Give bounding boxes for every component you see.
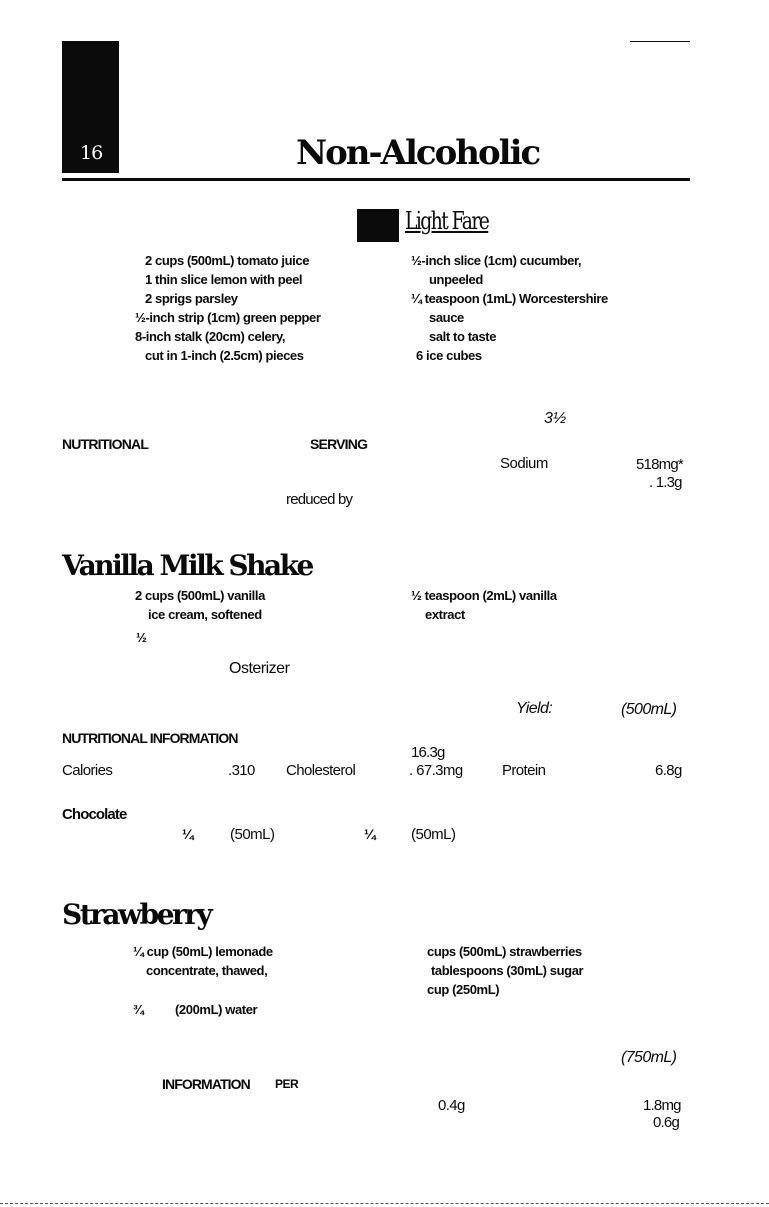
list-item: 2 cups (500mL) tomato juice: [145, 253, 310, 268]
page-bottom-edge: [0, 1203, 769, 1204]
list-item: extract: [425, 607, 465, 622]
nutrient-value: 1.8mg: [643, 1097, 681, 1114]
cholesterol-value: . 67.3mg: [409, 762, 463, 779]
list-item: ½-inch strip (1cm) green pepper: [135, 310, 321, 325]
serving-label: SERVING: [310, 436, 368, 452]
ingredient-list-right: [411, 586, 557, 624]
recipe-title: Vanilla Milk Shake: [62, 549, 312, 582]
protein-value: 6.8g: [655, 762, 682, 779]
list-item: sauce: [429, 310, 464, 325]
list-item: ice cream, softened: [148, 607, 262, 622]
variation-label: Chocolate: [62, 806, 127, 823]
nutrition-heading: INFORMATION: [162, 1076, 250, 1092]
list-item: salt to taste: [429, 329, 497, 344]
nutrient-value: 0.6g: [653, 1114, 679, 1131]
list-item: 1 thin slice lemon with peel: [145, 272, 303, 287]
list-item: cup (250mL): [427, 982, 500, 997]
amount: (50mL): [411, 826, 456, 843]
list-item: ½-inch slice (1cm) cucumber,: [411, 253, 582, 268]
list-item: cut in 1-inch (2.5cm) pieces: [145, 348, 304, 363]
yield-value: (750mL): [621, 1049, 677, 1066]
list-item: ¼ cup (50mL) lemonade: [133, 944, 273, 959]
list-item: unpeeled: [429, 272, 483, 287]
sodium-value: 518mg*: [636, 456, 683, 473]
amount: (50mL): [230, 826, 275, 843]
ingredient-list-right: [411, 251, 608, 365]
chapter-title: Non-Alcoholic: [296, 133, 540, 173]
sodium-label: Sodium: [500, 455, 548, 472]
ingredient-list-right: [427, 942, 583, 999]
page-number: 16: [80, 142, 103, 164]
list-item: ¼ teaspoon (1mL) Worcestershire: [411, 291, 608, 306]
list-item: 2 sprigs parsley: [145, 291, 238, 306]
nutrition-label: NUTRITIONAL: [62, 436, 149, 452]
calories-label: Calories: [62, 762, 113, 779]
list-item: ½ teaspoon (2mL) vanilla: [411, 588, 557, 603]
list-item: cups (500mL) strawberries: [427, 944, 582, 959]
nutrition-heading: NUTRITIONAL INFORMATION: [62, 730, 238, 746]
yield-label: Yield:: [516, 700, 553, 717]
nutrient-value: 0.4g: [438, 1097, 465, 1114]
recipe-title: Strawberry: [62, 898, 211, 931]
protein-label: Protein: [502, 762, 546, 779]
fat-value: 16.3g: [411, 744, 445, 761]
light-fare-badge: [357, 209, 399, 242]
ingredient-list-left: [135, 251, 321, 365]
light-fare-label: Light Fare: [405, 207, 489, 235]
ingredient-list-left: [133, 942, 273, 980]
fraction: ½: [136, 630, 147, 645]
list-item: 2 cups (500mL) vanilla: [135, 588, 265, 603]
yield-fragment: 3½: [544, 410, 567, 427]
appliance-name: Osterizer: [229, 660, 290, 677]
corner-rule: [630, 41, 690, 42]
list-item: (200mL) water: [175, 1002, 258, 1017]
ingredient-list-left: [135, 586, 265, 624]
yield-value: (500mL): [621, 701, 677, 718]
list-item: concentrate, thawed,: [146, 963, 268, 978]
list-item: 6 ice cubes: [416, 348, 482, 363]
nutrient-value: . 1.3g: [649, 474, 682, 491]
calories-value: .310: [228, 762, 255, 779]
list-item: 8-inch stalk (20cm) celery,: [135, 329, 286, 344]
list-item: tablespoons (30mL) sugar: [431, 963, 584, 978]
header-rule: [62, 178, 690, 181]
fraction: ¼: [364, 826, 376, 842]
per-label: PER: [275, 1077, 299, 1091]
fraction: ¾: [133, 1002, 144, 1017]
reduced-by-note: reduced by: [286, 491, 353, 508]
fraction: ¼: [182, 826, 194, 842]
cholesterol-label: Cholesterol: [286, 762, 356, 779]
